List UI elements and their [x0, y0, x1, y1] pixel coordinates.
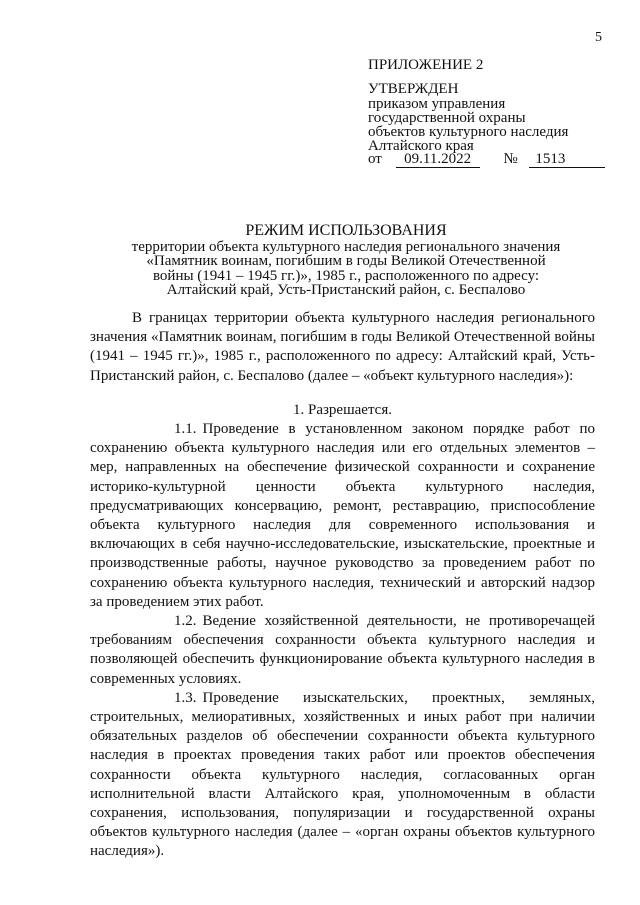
order-date: 09.11.2022 — [396, 152, 480, 168]
section-item — [90, 420, 595, 612]
order-line — [368, 151, 605, 168]
intro-paragraph: В границах территории объекта культурного наследия регионального значения «Памятник воинам, погибшим в годы Великой Отечественной войны (1941 – 1945 гг.)», 1985 г., расположенного по адресу: Алтайский край, Усть-Пристанский район, с. Беспалово (далее – «объект культурного наследия»): — [90, 310, 595, 384]
document-title: РЕЖИМ ИСПОЛЬЗОВАНИЯ — [245, 222, 447, 239]
approval-line: государственной охраны — [368, 110, 526, 126]
order-number-sign: № — [503, 151, 518, 167]
approval-title: УТВЕРЖДЕН — [368, 81, 459, 97]
approval-line: Алтайского края — [368, 138, 474, 154]
order-date-prefix: от — [368, 151, 382, 167]
document-heading — [90, 224, 602, 298]
order-number: 1513 — [529, 152, 605, 168]
heading-line: «Памятник воинам, погибшим в годы Великой Отечественной — [146, 253, 546, 269]
item-text: Проведение в установленном законом порядке работ по сохранению объекта культурного наследия или его отдельных элементов – мер, направленных на обеспечение физической сохранности и сохранение историко-культурной ценности объекта культурного наследия, предусматривающих консервацию, ремонт, реставрацию, приспособление объекта культурного наследия для современного использования и включающих в себя научно-исследовательские, изыскательские, проектные и производственные работы, научное руководство за проведением работ по сохранению объекта культурного наследия, технический и авторский надзор за проведением этих работ. — [90, 421, 595, 610]
section-title: 1. Разрешается. — [293, 401, 392, 418]
item-number: 1.1. — [174, 421, 197, 438]
heading-line: Алтайский край, Усть-Пристанский район, с. Беспалово — [166, 282, 526, 298]
appendix-label: ПРИЛОЖЕНИЕ 2 — [368, 57, 484, 73]
approval-line: приказом управления — [368, 96, 506, 112]
item-number: 1.3. — [174, 689, 197, 706]
approval-line: объектов культурного наследия — [368, 124, 569, 140]
item-text: Ведение хозяйственной деятельности, не противоречащей требованиям обеспечения сохранности объекта культурного наследия и позволяющей обеспечить функционирование объекта культурного наследия в современных условиях. — [90, 613, 595, 687]
item-number: 1.2. — [174, 613, 197, 630]
item-text: Проведение изыскательских, проектных, земляных, строительных, мелиоративных, хозяйственных и иных работ при наличии обязательных разделов об обеспечении сохранности объекта культурного наследия в проектах проведения таких работ или проектов обеспечения сохранности объекта культурного наследия, согласованных орган исполнительной власти Алтайского края, уполномоченным в области сохранения, использования, популяризации и государственной охраны объектов культурного наследия (далее – «орган охраны объектов культурного наследия»). — [90, 689, 595, 860]
heading-line: войны (1941 – 1945 гг.)», 1985 г., расположенного по адресу: — [152, 267, 540, 284]
approval-block — [368, 82, 568, 153]
section-item — [90, 689, 595, 862]
document-body — [90, 309, 595, 862]
section-item — [90, 612, 595, 689]
heading-line: территории объекта культурного наследия регионального значения — [131, 238, 561, 255]
page-number: 5 — [595, 30, 602, 45]
